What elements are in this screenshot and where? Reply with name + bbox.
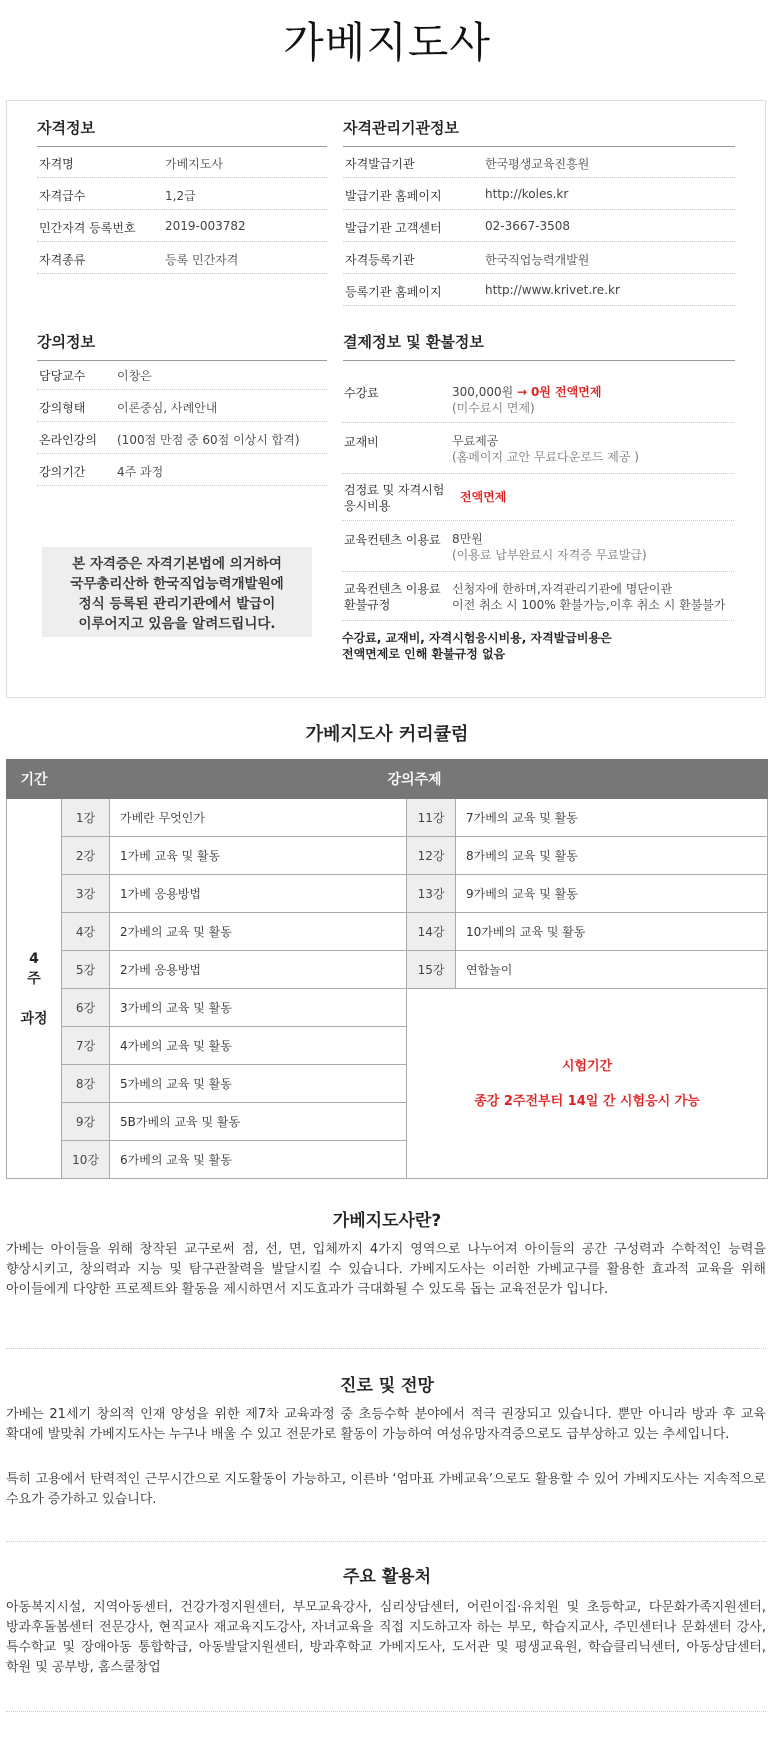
row-label: 자격등록기관 (345, 253, 415, 267)
lesson-topic: 9가베의 교육 및 활동 (456, 875, 768, 913)
row-label: 자격종류 (39, 253, 86, 267)
lesson-topic: 2가베 응용방법 (110, 951, 407, 989)
lesson-topic: 1가베 응용방법 (110, 875, 407, 913)
notice-line: 본 자격증은 자격기본법에 의거하여 (72, 556, 282, 572)
content-label: 교육컨텐츠 이용료 (344, 533, 441, 547)
notice-line: 이루어지고 있음을 알려드립니다. (78, 616, 276, 632)
lesson-num: 11강 (407, 799, 456, 837)
lesson-num: 14강 (407, 913, 456, 951)
lecture-row (37, 422, 327, 454)
lesson-num: 1강 (62, 799, 110, 837)
row-value: 02-3667-3508 (485, 219, 571, 233)
exam-title: 시험기간 (561, 1058, 613, 1074)
refund-footer (342, 621, 734, 662)
lesson-num: 3강 (62, 875, 110, 913)
exam-label-line: 응시비용 (344, 499, 391, 513)
row-value: 한국직업능력개발원 (485, 253, 590, 267)
curriculum-title: 가베지도사 커리큘럼 (305, 724, 469, 745)
table-row (7, 989, 768, 1027)
qualification-row (37, 178, 327, 210)
payment-row-content (342, 521, 734, 572)
arrow-icon: → (517, 385, 528, 399)
row-label: 발급기관 고객센터 (345, 221, 442, 235)
textbook-free: 무료제공 (452, 434, 499, 448)
lesson-topic: 4가베의 교육 및 활동 (110, 1027, 407, 1065)
lecture-heading: 강의정보 (37, 331, 327, 361)
table-row (7, 837, 768, 875)
agency-row (343, 274, 735, 306)
period-line: 주 (27, 970, 41, 987)
lesson-topic: 연합놀이 (456, 951, 768, 989)
lesson-topic: 10가베의 교육 및 활동 (456, 913, 768, 951)
row-value: 등록 민간자격 (165, 253, 239, 267)
row-value: 이창은 (117, 369, 152, 383)
qualification-list (37, 146, 327, 274)
curriculum-table (6, 759, 768, 1179)
table-row (7, 951, 768, 989)
lecture-row (37, 454, 327, 486)
footer-line: 수강료, 교재비, 자격시험응시비용, 자격발급비용은 (342, 631, 612, 645)
lesson-topic: 1가베 교육 및 활동 (110, 837, 407, 875)
lesson-topic: 2가베의 교육 및 활동 (110, 913, 407, 951)
footer-line: 전액면제로 인해 환불규정 없음 (342, 647, 506, 661)
lesson-num: 7강 (62, 1027, 110, 1065)
page-title: 가베지도사 (283, 18, 491, 67)
refund-value (452, 581, 725, 613)
lesson-num: 10강 (62, 1141, 110, 1179)
payment-row-refund (342, 572, 734, 621)
lesson-topic: 8가베의 교육 및 활동 (456, 837, 768, 875)
table-row (7, 913, 768, 951)
content-value (452, 531, 647, 563)
tuition-price: 300,000원 (452, 385, 514, 399)
lesson-topic: 6가베의 교육 및 활동 (110, 1141, 407, 1179)
period-cell (7, 799, 62, 1179)
row-label: 강의형태 (39, 401, 86, 415)
registry-link[interactable]: http://www.krivet.re.kr (485, 283, 620, 297)
period-line: 과정 (20, 1010, 48, 1027)
table-row (7, 875, 768, 913)
content-price: 8만원 (452, 532, 483, 546)
col-topic: 강의주제 (62, 760, 768, 799)
agency-row (343, 178, 735, 210)
exam-period-cell (407, 989, 768, 1179)
lecture-row (37, 358, 327, 390)
agency-list (343, 146, 735, 306)
payment-heading: 결제정보 및 환불정보 (343, 331, 735, 361)
about-heading: 가베지도사란? (332, 1211, 442, 1231)
refund-label-line: 교육컨텐츠 이용료 (344, 582, 441, 596)
career-heading: 진로 및 전망 (340, 1376, 434, 1396)
tuition-value (452, 384, 601, 416)
agency-heading: 자격관리기관정보 (343, 117, 735, 147)
lesson-num: 9강 (62, 1103, 110, 1141)
exam-desc: 종강 2주전부터 14일 간 시험응시 가능 (474, 1093, 700, 1109)
table-header-row (7, 760, 768, 799)
row-label: 자격명 (39, 157, 74, 171)
divider (6, 1541, 766, 1542)
agency-row (343, 242, 735, 274)
qualification-row (37, 146, 327, 178)
career-text: 가베는 21세기 창의적 인재 양성을 위한 제7차 교육과정 중 초등수학 분야에서 적극 권장되고 있습니다. 뿐만 아니라 방과 후 교육 확대에 발맞춰 가베지도사는 누구나 배울 수 있고 전문가로 활동이 가능하여 여성유망자격증으로도 급부상하고 있는 추세입니다. (6, 1407, 766, 1442)
payment-row-tuition (342, 374, 734, 423)
lesson-num: 2강 (62, 837, 110, 875)
row-value: 1,2급 (165, 189, 196, 203)
row-label: 자격발급기관 (345, 157, 415, 171)
textbook-label: 교재비 (344, 435, 379, 449)
col-period: 기간 (7, 760, 62, 799)
qualification-heading: 자격정보 (37, 117, 327, 147)
period-line: 4 (29, 950, 39, 967)
row-label: 자격급수 (39, 189, 86, 203)
refund-line: 이전 취소 시 100% 환불가능,이후 취소 시 환불불가 (452, 598, 726, 612)
row-value: 가베지도사 (165, 157, 223, 171)
lesson-topic: 5가베의 교육 및 활동 (110, 1065, 407, 1103)
notice-box (42, 547, 312, 637)
tuition-label: 수강료 (344, 386, 379, 400)
usage-text: 아동복지시설, 지역아동센터, 건강가정지원센터, 부모교육강사, 심리상담센터, 어린이집·유치원 및 초등학교, 다문화가족지원센터, 방과후돌봄센터 전문강사, 현직교사 재교육지도강사, 자녀교육을 직접 지도하고자 하는 부모, 학습지교사, 주민센터나 문화센터 강사, 특수학교 및 장애아동 통합학급, 아동발달지원센터, 방과후학교 가베지도사, 도서관 및 평생교육원, 학습클리닉센터, 아동상담센터, 학원 및 공부방, 홈스쿨창업 (6, 1600, 766, 1675)
agency-row (343, 146, 735, 178)
qualification-row (37, 210, 327, 242)
notice-line: 정식 등록된 관리기관에서 발급이 (78, 596, 276, 612)
lesson-topic: 가베란 무엇인가 (110, 799, 407, 837)
row-label: 온라인강의 (39, 433, 97, 447)
textbook-note: (홈페이지 교안 무료다운로드 제공 ) (452, 450, 639, 464)
exam-value: 전액면제 (460, 490, 507, 504)
row-label: 민간자격 등록번호 (39, 221, 136, 235)
career-text: 특히 고용에서 탄력적인 근무시간으로 지도활동이 가능하고, 이른바 ‘엄마표 가베교육’으로도 활용할 수 있어 가베지도사는 지속적으로 수요가 증가하고 있습니다. (6, 1472, 766, 1507)
lesson-num: 13강 (407, 875, 456, 913)
row-label: 발급기관 홈페이지 (345, 189, 442, 203)
row-value: 4주 과정 (117, 465, 164, 479)
refund-label-line: 환불규정 (344, 598, 391, 612)
row-value: 2019-003782 (165, 219, 246, 233)
lesson-num: 4강 (62, 913, 110, 951)
refund-label (344, 581, 441, 613)
content-note: (이용료 납부완료시 자격증 무료발급) (452, 548, 647, 562)
row-label: 강의기간 (39, 465, 86, 479)
refund-line: 신청자에 한하며,자격관리기관에 명단이관 (452, 582, 673, 596)
divider (6, 1711, 766, 1712)
lecture-row (37, 390, 327, 422)
tuition-note: (미수료시 면제) (452, 401, 535, 415)
lecture-list (37, 358, 327, 486)
row-label: 담당교수 (39, 369, 86, 383)
qualification-row (37, 242, 327, 274)
row-value: (100점 만점 중 60점 이상시 합격) (117, 433, 300, 447)
row-value: 이론중심, 사례안내 (117, 401, 218, 415)
row-label: 등록기관 홈페이지 (345, 285, 442, 299)
lesson-num: 8강 (62, 1065, 110, 1103)
payment-row-textbook (342, 423, 734, 474)
exam-label (344, 482, 444, 514)
lesson-topic: 3가베의 교육 및 활동 (110, 989, 407, 1027)
about-text: 가베는 아이들을 위해 창작된 교구로써 점, 선, 면, 입체까지 4가지 영역으로 나누어져 아이들의 공간 구성력과 수학적인 능력을 향상시키고, 창의력과 지능 및 탐구관찰력을 발달시킬 수 있습니다. 가베지도사는 이러한 가베교구를 활용한 효과적 교육을 위해 아이들에게 다양한 프로젝트와 활동을 제시하면서 지도효과가 극대화될 수 있도록 돕는 교육전문가 입니다. (6, 1242, 766, 1297)
exam-label-line: 검정료 및 자격시험 (344, 483, 445, 497)
notice-line: 국무총리산하 한국직업능력개발원에 (70, 576, 284, 592)
table-row (7, 799, 768, 837)
lesson-topic: 7가베의 교육 및 활동 (456, 799, 768, 837)
divider (6, 1348, 766, 1349)
lesson-num: 5강 (62, 951, 110, 989)
payment-list (342, 374, 734, 662)
lesson-topic: 5B가베의 교육 및 활동 (110, 1103, 407, 1141)
usage-heading: 주요 활용처 (342, 1567, 432, 1587)
tuition-free: 0원 전액면제 (530, 385, 602, 399)
lesson-num: 6강 (62, 989, 110, 1027)
lesson-num: 12강 (407, 837, 456, 875)
row-value: 한국평생교육진흥원 (485, 157, 590, 171)
agency-row (343, 210, 735, 242)
payment-row-exam (342, 474, 734, 521)
textbook-value (452, 433, 639, 465)
lesson-num: 15강 (407, 951, 456, 989)
homepage-link[interactable]: http://koles.kr (485, 187, 569, 201)
